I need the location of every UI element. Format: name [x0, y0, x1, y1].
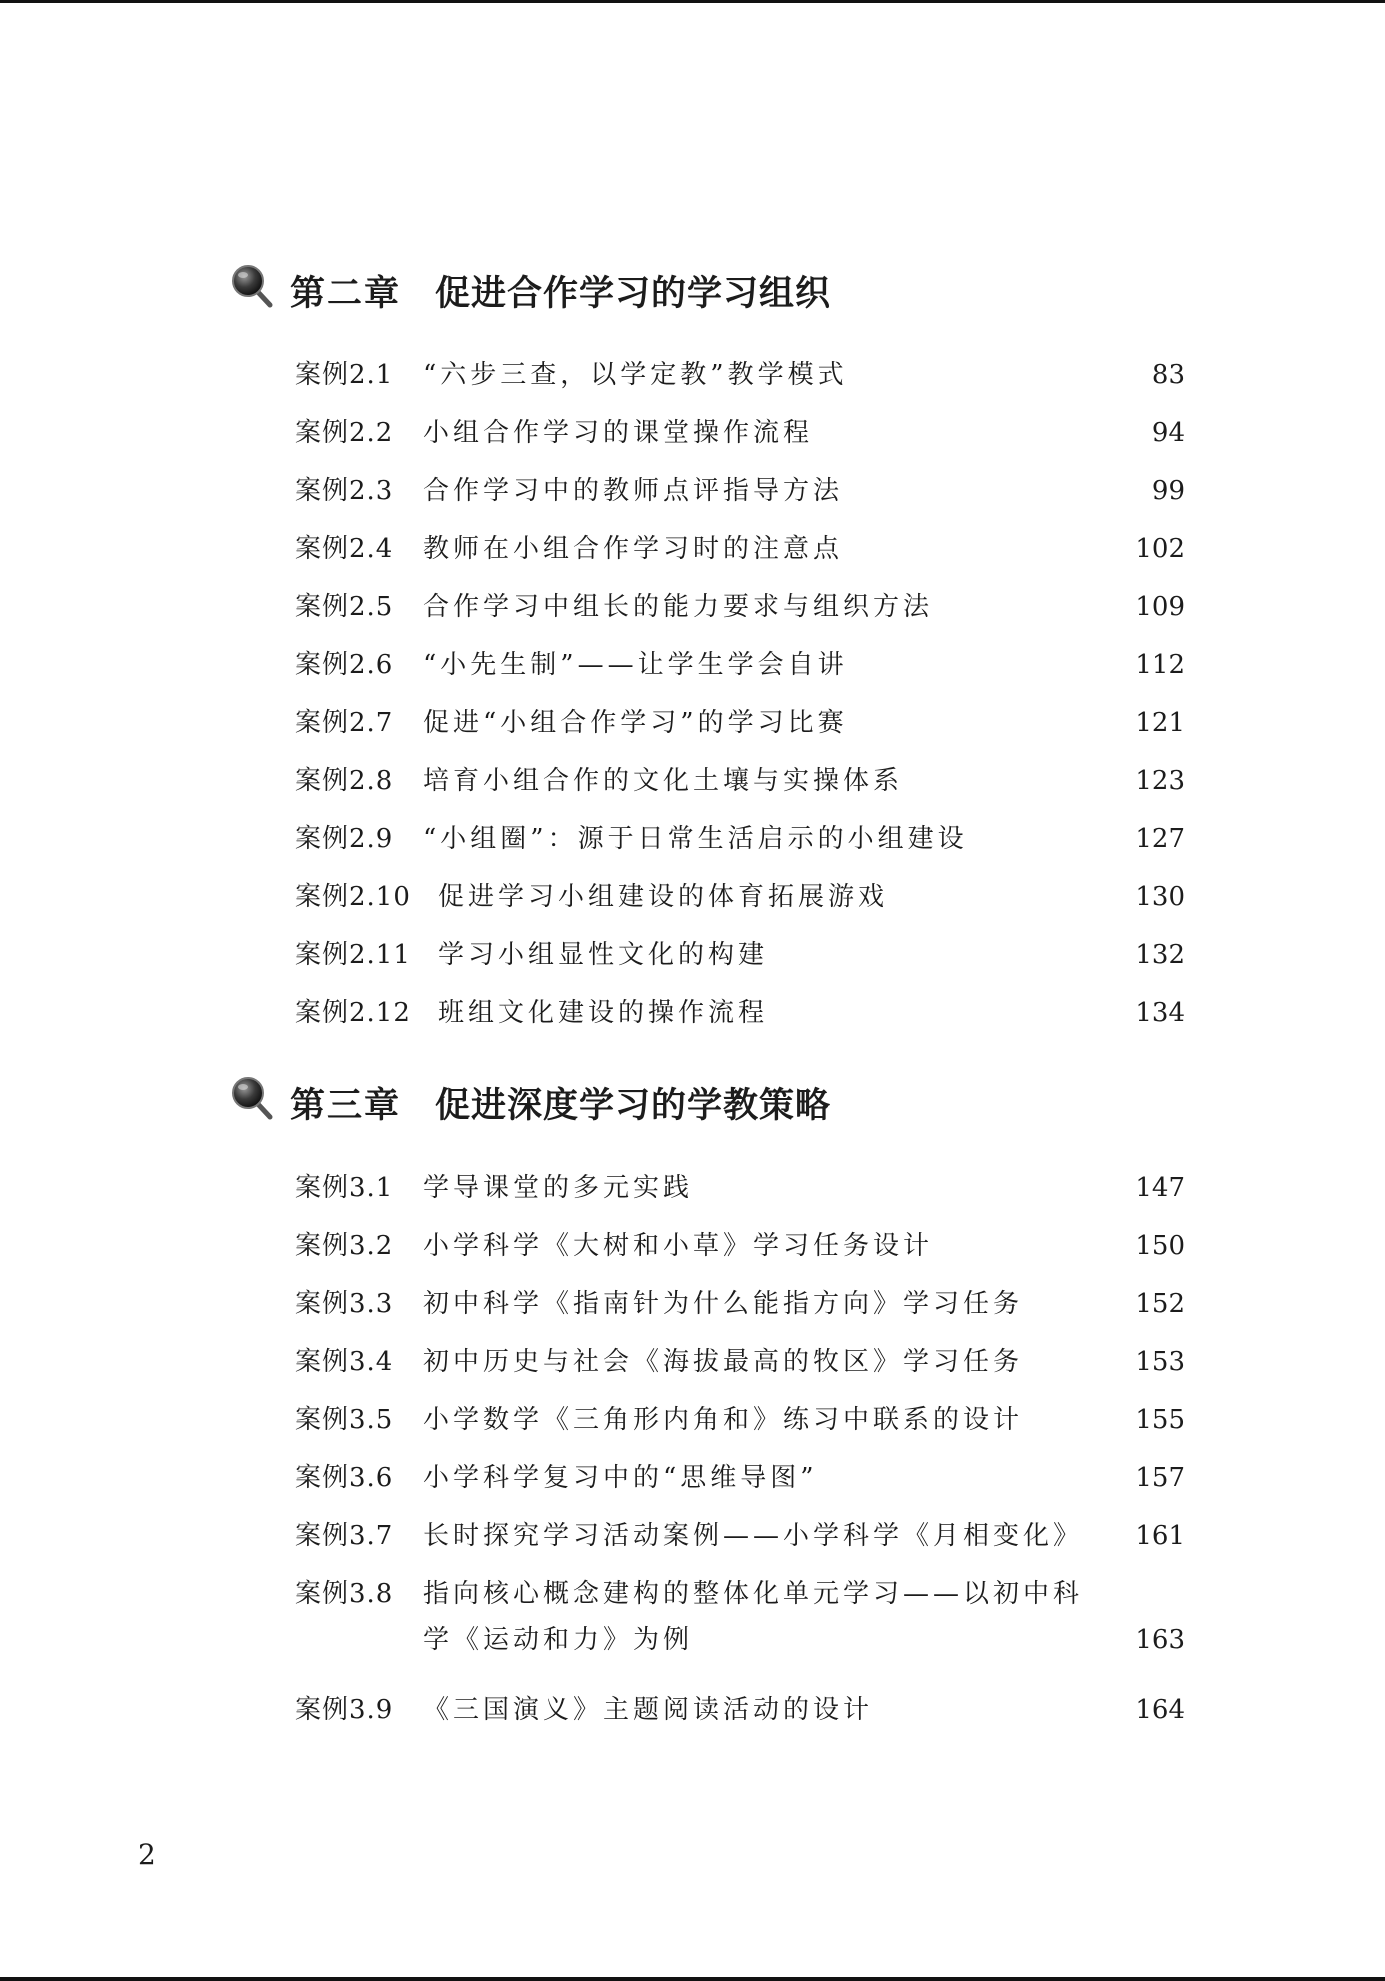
- entry-title: “六步三查，以学定教”教学模式: [423, 360, 848, 390]
- entry-title: 小学科学《大树和小草》学习任务设计: [423, 1231, 934, 1261]
- entry-label: 案例2.1: [295, 360, 394, 390]
- entry-title: 指向核心概念建构的整体化单元学习——以初中科: [423, 1579, 1084, 1609]
- toc-entry[interactable]: [295, 700, 1185, 746]
- chapter-heading: [230, 258, 1130, 318]
- entry-label: 案例2.10: [295, 882, 411, 912]
- entry-page-number: 150: [1135, 1231, 1185, 1261]
- entry-page-number: 152: [1135, 1289, 1185, 1319]
- entry-title: 《三国演义》主题阅读活动的设计: [423, 1695, 874, 1725]
- entry-label: 案例3.8: [295, 1579, 394, 1609]
- entry-title: 小学科学复习中的“思维导图”: [423, 1463, 818, 1493]
- chapter-title: 促进深度学习的学教策略: [435, 1085, 832, 1126]
- toc-entry[interactable]: [295, 1513, 1185, 1559]
- entry-label: 案例3.2: [295, 1231, 394, 1261]
- entry-page-number: 123: [1135, 766, 1185, 796]
- chapter-number: 第三章: [290, 1085, 402, 1126]
- magnifier-icon: [230, 1075, 276, 1121]
- entry-label: 案例3.4: [295, 1347, 394, 1377]
- toc-entry[interactable]: [295, 642, 1185, 688]
- toc-entry[interactable]: [295, 874, 1185, 920]
- toc-entry[interactable]: [295, 816, 1185, 862]
- entry-label: 案例3.6: [295, 1463, 394, 1493]
- chapter-heading: [230, 1070, 1130, 1130]
- toc-entry[interactable]: [295, 1687, 1185, 1733]
- toc-entry[interactable]: [295, 352, 1185, 398]
- entry-label: 案例3.1: [295, 1173, 394, 1203]
- toc-entry[interactable]: [295, 1397, 1185, 1443]
- entry-page-number: 161: [1135, 1521, 1185, 1551]
- entry-page-number: 147: [1135, 1173, 1185, 1203]
- entry-label: 案例2.2: [295, 418, 394, 448]
- toc-entry[interactable]: [295, 526, 1185, 572]
- entry-label: 案例3.3: [295, 1289, 394, 1319]
- entry-title: 学导课堂的多元实践: [423, 1173, 694, 1203]
- entry-label: 案例2.5: [295, 592, 394, 622]
- entry-title: 合作学习中的教师点评指导方法: [423, 476, 844, 506]
- entry-label: 案例2.11: [295, 940, 411, 970]
- toc-entry[interactable]: [295, 1339, 1185, 1385]
- toc-entry[interactable]: [295, 1165, 1185, 1211]
- entry-title: 小学数学《三角形内角和》练习中联系的设计: [423, 1405, 1024, 1435]
- entry-page-number: 94: [1151, 418, 1185, 448]
- toc-entry[interactable]: [295, 932, 1185, 978]
- entry-page-number: 83: [1151, 360, 1185, 390]
- entry-label: 案例3.5: [295, 1405, 394, 1435]
- page-bottom-rule: [0, 1977, 1385, 1981]
- entry-page-number: 130: [1135, 882, 1185, 912]
- entry-page-number: 102: [1135, 534, 1185, 564]
- chapter-number: 第二章: [290, 273, 402, 314]
- entry-label: 案例3.7: [295, 1521, 394, 1551]
- toc-entry[interactable]: [295, 758, 1185, 804]
- entry-label: 案例3.9: [295, 1695, 394, 1725]
- toc-entry[interactable]: [295, 1455, 1185, 1501]
- entry-page-number: 99: [1151, 476, 1185, 506]
- entry-page-number: 163: [1135, 1625, 1185, 1655]
- entry-page-number: 153: [1135, 1347, 1185, 1377]
- entry-page-number: 112: [1135, 650, 1185, 680]
- entry-title: 促进“小组合作学习”的学习比赛: [423, 708, 848, 738]
- toc-entry[interactable]: [295, 1571, 1185, 1663]
- entry-title-continuation: 学《运动和力》为例: [423, 1625, 694, 1655]
- entry-title: 学习小组显性文化的构建: [438, 940, 769, 970]
- entry-title: 小组合作学习的课堂操作流程: [423, 418, 814, 448]
- page-top-rule: [0, 0, 1385, 3]
- entry-page-number: 109: [1135, 592, 1185, 622]
- entry-label: 案例2.6: [295, 650, 394, 680]
- entry-label: 案例2.9: [295, 824, 394, 854]
- entry-title: 长时探究学习活动案例——小学科学《月相变化》: [423, 1521, 1084, 1551]
- toc-entry[interactable]: [295, 584, 1185, 630]
- entry-title: 促进学习小组建设的体育拓展游戏: [438, 882, 889, 912]
- entry-page-number: 134: [1135, 998, 1185, 1028]
- entry-label: 案例2.4: [295, 534, 394, 564]
- toc-entry[interactable]: [295, 468, 1185, 514]
- toc-entry[interactable]: [295, 990, 1185, 1036]
- entry-title: 培育小组合作的文化土壤与实操体系: [423, 766, 904, 796]
- entry-page-number: 157: [1135, 1463, 1185, 1493]
- chapter-title: 促进合作学习的学习组织: [435, 273, 832, 314]
- entry-page-number: 127: [1135, 824, 1185, 854]
- toc-entry[interactable]: [295, 1281, 1185, 1327]
- entry-title: “小组圈”：源于日常生活启示的小组建设: [423, 824, 968, 854]
- entry-title: 初中科学《指南针为什么能指方向》学习任务: [423, 1289, 1024, 1319]
- entry-page-number: 121: [1135, 708, 1185, 738]
- magnifier-icon: [230, 263, 276, 309]
- entry-title: 合作学习中组长的能力要求与组织方法: [423, 592, 934, 622]
- entry-page-number: 164: [1135, 1695, 1185, 1725]
- page-number: 2: [138, 1838, 156, 1871]
- entry-label: 案例2.8: [295, 766, 394, 796]
- entry-label: 案例2.7: [295, 708, 394, 738]
- entry-label: 案例2.12: [295, 998, 411, 1028]
- entry-title: 教师在小组合作学习时的注意点: [423, 534, 844, 564]
- entry-title: 班组文化建设的操作流程: [438, 998, 769, 1028]
- entry-label: 案例2.3: [295, 476, 394, 506]
- toc-entry[interactable]: [295, 410, 1185, 456]
- entry-title: “小先生制”——让学生学会自讲: [423, 650, 848, 680]
- entry-page-number: 132: [1135, 940, 1185, 970]
- toc-entry[interactable]: [295, 1223, 1185, 1269]
- entry-page-number: 155: [1135, 1405, 1185, 1435]
- entry-title: 初中历史与社会《海拔最高的牧区》学习任务: [423, 1347, 1024, 1377]
